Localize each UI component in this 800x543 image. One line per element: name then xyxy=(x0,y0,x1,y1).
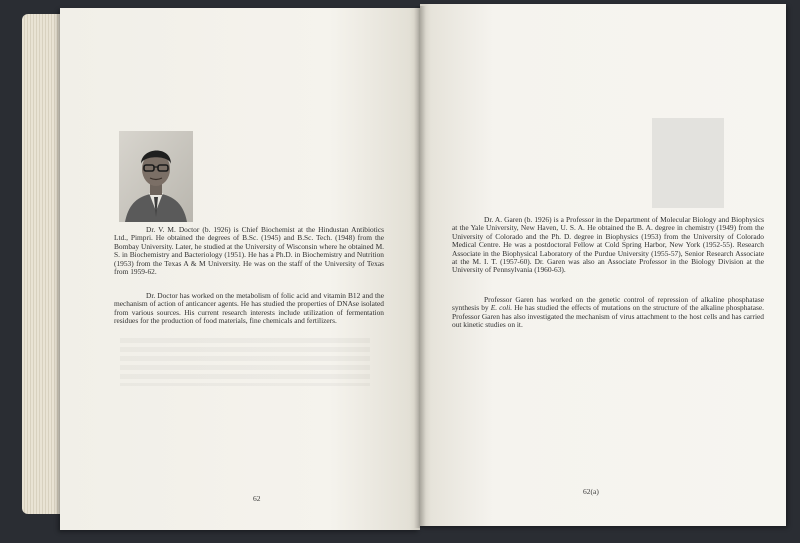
right-page-number: 62(a) xyxy=(583,487,599,496)
left-work-paragraph xyxy=(114,292,384,326)
right-work-text-b: He has studied the effects of mutations on the structure of the alkaline phosphatase. Professor Garen has also investigated the mechanism of virus attachment to the host cells and has carried out kinetic studies on it. xyxy=(452,303,765,330)
left-work-text: Dr. Doctor has worked on the metabolism of folic acid and vitamin B12 and the mechanism of action of anticancer agents. He has studied the properties of DNAse isolated from various sources. His current research interests include utilization of fermentation residues for the production of food materials, fine chemicals and fertilizers. xyxy=(114,291,384,326)
photo-placeholder xyxy=(652,118,724,208)
right-work-paragraph xyxy=(452,296,764,330)
right-work-text-a: Professor Garen has worked on the genetic control of repression of alkaline phosphatase synthesis by xyxy=(452,295,764,313)
right-bio-text: Dr. A. Garen (b. 1926) is a Professor in the Department of Molecular Biology and Biophysics at the Yale University, New Haven, U. S. A. He obtained the B. A. degree in chemistry (1949) from the University of Colorado and the Ph. D. degree in Biophysics (1953) from the University of Colorado Medical Centre. He was a postdoctoral Fellow at Cold Spring Harbor, New York (1952-55). Research Associate in the Biophysical Laboratory of the Purdue University (1955-57), Senior Research Associate at the M. I. T. (1957-60). Dr. Garen was also an Associate Professor in the Biology Division at the University of Pennsylvania (1960-63). xyxy=(452,215,764,275)
right-work-text xyxy=(452,296,764,330)
portrait-photo xyxy=(119,131,193,222)
left-page-number: 62 xyxy=(253,494,261,503)
right-work-organism: E. coli. xyxy=(490,303,513,313)
left-bio-text: Dr. V. M. Doctor (b. 1926) is Chief Biochemist at the Hindustan Antibiotics Ltd., Pimpri. He obtained the degrees of B.Sc. (1945) and B.Sc. Tech. (1948) from the Bombay University. Later, he studied at the University of Wisconsin where he obtained M. S. in Biochemistry and Bacteriology (1951). He has a Ph.D. in Biochemistry and Nutrition (1953) from the Texas A & M University. He was on the staff of the University of Texas from 1959-62. xyxy=(114,225,384,277)
show-through-text xyxy=(120,338,370,386)
right-bio-paragraph xyxy=(452,216,764,275)
left-bio-paragraph xyxy=(114,226,384,276)
book-gutter xyxy=(414,6,426,528)
